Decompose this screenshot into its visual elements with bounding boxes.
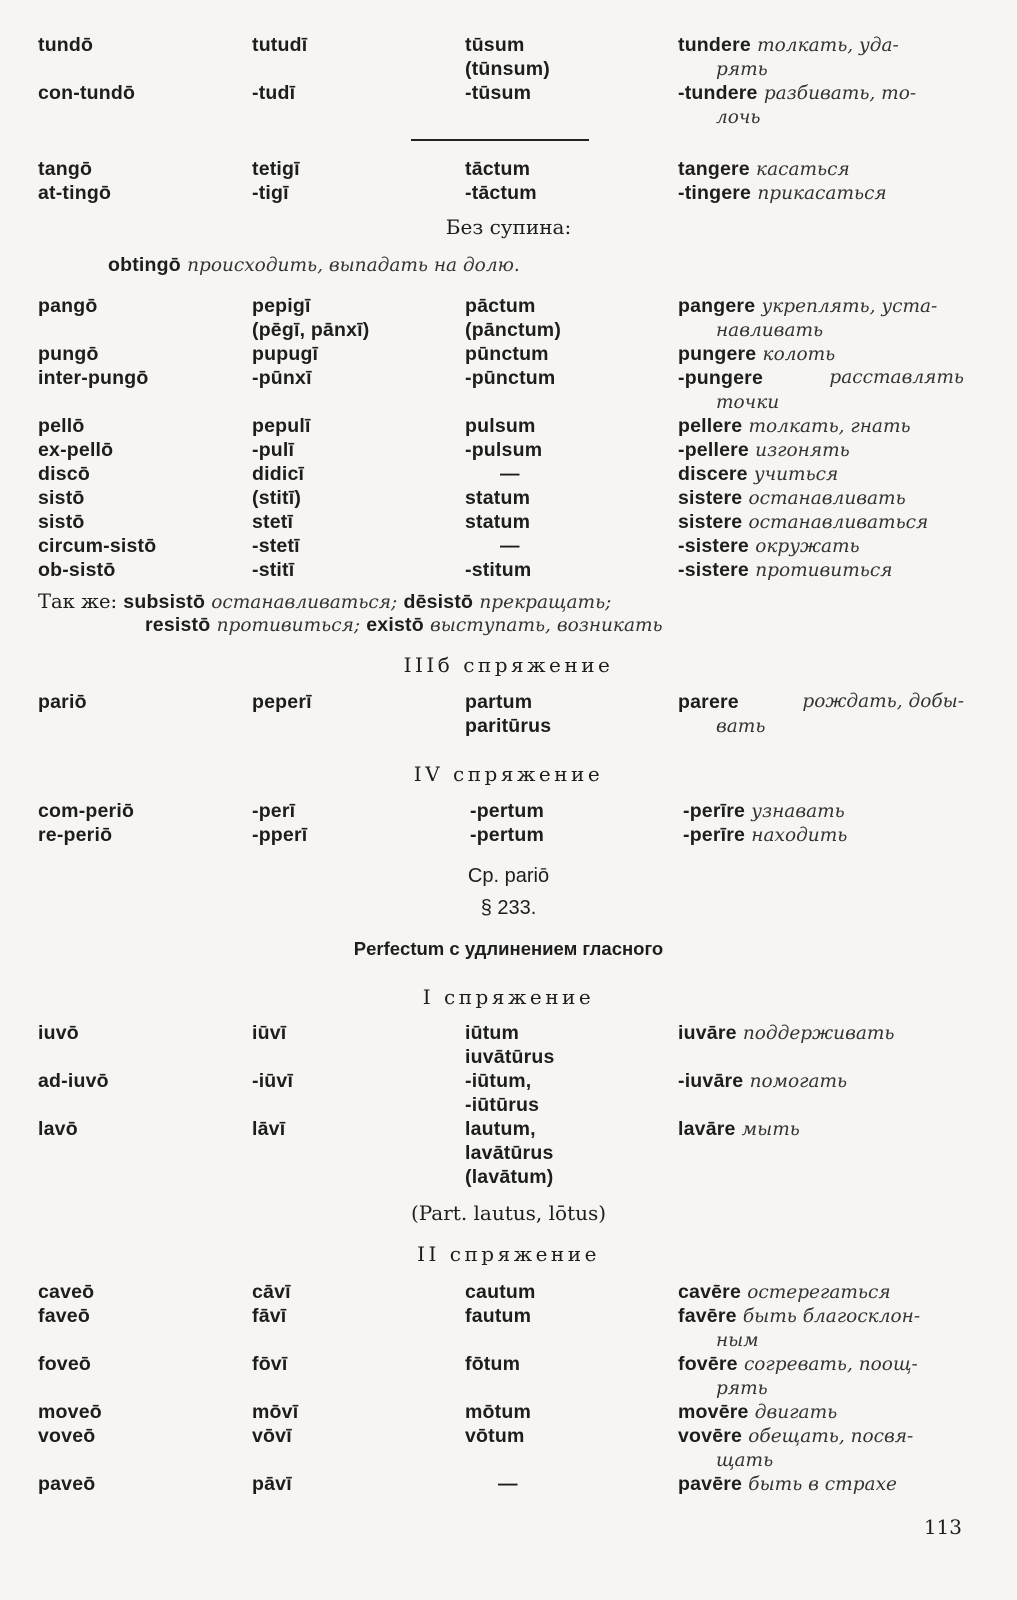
translation-cont: лочь (716, 107, 761, 128)
supine-form: tūsum (465, 34, 525, 56)
translation-cont-cell (678, 1376, 1002, 1401)
present-form: discō (38, 463, 90, 485)
translation: касаться (756, 159, 850, 180)
infinitive: pangere (678, 295, 756, 317)
translation: изгонять (755, 440, 850, 461)
perfect-form: stetī (252, 511, 294, 533)
translation-cont-cell (678, 105, 1002, 130)
supine-form: pūnctum (465, 343, 549, 365)
latin-word: subsistō (123, 591, 206, 613)
table-row (0, 510, 1017, 534)
translation: колоть (762, 344, 836, 365)
perfect-form: iūvī (252, 1022, 287, 1044)
supine-form: pulsum (465, 415, 536, 437)
supine-form: partum (465, 691, 533, 713)
infinitive: -iuvāre (678, 1070, 744, 1092)
present-form: circum-sistō (38, 535, 157, 557)
table-row (0, 486, 1017, 510)
perfect-variant: (pēgī, pānxī) (252, 319, 370, 341)
translation: двигать (754, 1402, 838, 1423)
latin-word: dēsistō (403, 591, 474, 613)
translation-cont: щать (716, 1450, 774, 1471)
cross-reference: Ср. pariō (467, 865, 550, 887)
verb-group-tundo (0, 33, 1017, 129)
translation-cont: рять (716, 1378, 768, 1399)
infinitive-cell (678, 366, 964, 390)
perfect-form: -stitī (252, 559, 295, 581)
infinitive: -perīre (683, 800, 746, 822)
translation-cont-cell (678, 318, 1002, 343)
present-form: tangō (38, 158, 93, 180)
table-row (0, 1400, 1017, 1424)
future-participle: -iūtūrus (465, 1094, 540, 1116)
translation: согревать, поощ- (743, 1354, 918, 1375)
present-form: paveō (38, 1473, 96, 1495)
heading-conjugation-3b: IIIб спряжение (403, 653, 614, 677)
infinitive: -sistere (678, 535, 749, 557)
translation: толкать, уда- (757, 35, 899, 56)
supine-form: mōtum (465, 1401, 531, 1423)
table-row (0, 534, 1017, 558)
table-row (0, 1424, 1017, 1448)
latin-word: existō (366, 614, 424, 636)
infinitive: vovēre (678, 1425, 743, 1447)
translation-cont-cell (678, 390, 1002, 415)
perfect-form: fōvī (252, 1353, 288, 1375)
present-form: caveō (38, 1281, 95, 1303)
infinitive: sistere (678, 487, 743, 509)
infinitive-cell (678, 1352, 964, 1377)
infinitive-cell (678, 414, 964, 439)
infinitive: -pungere (678, 367, 764, 389)
present-form: ob-sistō (38, 559, 116, 581)
translation: обещать, посвя- (748, 1426, 914, 1447)
perfect-form: lāvī (252, 1118, 286, 1140)
infinitive: -pellere (678, 439, 749, 461)
translation-cont: навливать (716, 320, 824, 341)
present-form: sistō (38, 511, 85, 533)
infinitive-cell (678, 181, 964, 206)
translation: останавливать (748, 488, 906, 509)
present-form: re-periō (38, 824, 113, 846)
infinitive: discere (678, 463, 748, 485)
supine-form: iūtum (465, 1022, 520, 1044)
translation-cont-cell (678, 714, 1002, 739)
perfect-form: pepigī (252, 295, 311, 317)
table-row (0, 1280, 1017, 1304)
perfect-form: -perī (252, 800, 296, 822)
table-row (0, 1304, 1017, 1328)
infinitive-cell (678, 534, 964, 559)
translation: прикасаться (757, 183, 887, 204)
present-form: voveō (38, 1425, 96, 1447)
infinitive-cell (678, 33, 964, 58)
obtingo-line (108, 253, 520, 278)
perfect-form: (stitī) (252, 487, 302, 509)
translation-cont: рять (716, 59, 768, 80)
table-row-cont (0, 1141, 1017, 1165)
section-number: § 233. (480, 897, 537, 919)
present-form: pellō (38, 415, 85, 437)
table-row (0, 342, 1017, 366)
table-row-cont (0, 105, 1017, 129)
infinitive: sistere (678, 511, 743, 533)
perfect-form: -tigī (252, 182, 289, 204)
supine-form: — (500, 535, 520, 557)
infinitive-cell (678, 1117, 964, 1142)
table-row-cont (0, 1045, 1017, 1069)
translation: поддерживать (742, 1023, 895, 1044)
latin-word: resistō (145, 614, 211, 636)
present-form: iuvō (38, 1022, 79, 1044)
translation: рождать, добы- (802, 691, 964, 712)
perfect-form: -pperī (252, 824, 308, 846)
table-row (0, 1117, 1017, 1141)
infinitive: pellere (678, 415, 743, 437)
infinitive: pungere (678, 343, 757, 365)
present-form: lavō (38, 1118, 78, 1140)
translation-cont: вать (716, 716, 766, 737)
supine-form: — (500, 463, 520, 485)
infinitive-cell (678, 462, 964, 487)
infinitive: iuvāre (678, 1022, 737, 1044)
perfect-form: -stetī (252, 535, 300, 557)
perfect-form: -tudī (252, 82, 296, 104)
perfect-form: peperī (252, 691, 312, 713)
table-row (0, 438, 1017, 462)
table-row (0, 366, 1017, 390)
also-line-2 (145, 613, 663, 638)
infinitive-cell (678, 1021, 964, 1046)
table-row (0, 799, 1017, 823)
present-form: pungō (38, 343, 99, 365)
supine-form: vōtum (465, 1425, 525, 1447)
infinitive-cell (678, 558, 964, 583)
table-row (0, 181, 1017, 205)
divider-rule (411, 139, 589, 141)
table-row (0, 157, 1017, 181)
infinitive-cell (678, 1069, 964, 1094)
verb-group-iuvo (0, 1021, 1017, 1189)
supine-form: — (498, 1473, 518, 1495)
table-row (0, 33, 1017, 57)
infinitive-cell (678, 1424, 964, 1449)
supine-form: fōtum (465, 1353, 521, 1375)
supine-form: -pertum (470, 800, 544, 822)
present-form: con-tundō (38, 82, 136, 104)
infinitive-cell (678, 1304, 964, 1329)
present-form: ad-iuvō (38, 1070, 109, 1092)
table-row (0, 823, 1017, 847)
supine-form: cautum (465, 1281, 536, 1303)
present-form: at-tingō (38, 182, 112, 204)
translation: учиться (753, 464, 839, 485)
infinitive: fovēre (678, 1353, 738, 1375)
perfect-form: -pūnxī (252, 367, 312, 389)
infinitive: cavēre (678, 1281, 742, 1303)
translation: укреплять, уста- (761, 296, 938, 317)
future-participle: iuvātūrus (465, 1046, 555, 1068)
infinitive: parere (678, 691, 739, 713)
perfect-form: -iūvī (252, 1070, 294, 1092)
table-row-cont (0, 1376, 1017, 1400)
infinitive-cell (678, 342, 964, 367)
translation: противиться (755, 560, 893, 581)
translation: находить (751, 825, 848, 846)
perfect-form: vōvī (252, 1425, 292, 1447)
present-form: foveō (38, 1353, 92, 1375)
translation: быть благосклон- (742, 1306, 921, 1327)
translation: прекращать; (479, 592, 612, 613)
infinitive: lavāre (678, 1118, 736, 1140)
infinitive: -sistere (678, 559, 749, 581)
translation: противиться; (216, 615, 361, 636)
infinitive-cell (683, 799, 969, 824)
perfect-form: cāvī (252, 1281, 291, 1303)
verb-group-pango (0, 294, 1017, 582)
table-row (0, 414, 1017, 438)
present-form: faveō (38, 1305, 90, 1327)
table-row-cont (0, 1093, 1017, 1117)
infinitive-cell (678, 510, 964, 535)
infinitive: -tundere (678, 82, 758, 104)
heading-conjugation-4: IV спряжение (413, 762, 604, 786)
verb-group-tango (0, 157, 1017, 205)
future-participle: paritūrus (465, 715, 552, 737)
table-row (0, 1069, 1017, 1093)
infinitive: tundere (678, 34, 751, 56)
supine-form: lautum, (465, 1118, 536, 1140)
table-row (0, 558, 1017, 582)
future-participle: lavātūrus (465, 1142, 554, 1164)
present-form: ex-pellō (38, 439, 114, 461)
translation: узнавать (751, 801, 845, 822)
present-form: tundō (38, 34, 94, 56)
supine-form: -pertum (470, 824, 544, 846)
table-row (0, 1352, 1017, 1376)
supine-variant: (lavātum) (465, 1166, 554, 1188)
translation: останавливаться; (211, 592, 398, 613)
infinitive-cell (678, 1280, 964, 1305)
supine-form: -pulsum (465, 439, 543, 461)
perfect-form: pāvī (252, 1473, 292, 1495)
perfect-form: pupugī (252, 343, 319, 365)
verb-group-caveo (0, 1280, 1017, 1496)
table-row (0, 81, 1017, 105)
also-line-1 (38, 590, 611, 615)
table-row-cont (0, 1328, 1017, 1352)
subheading-no-supine: Без супина: (445, 215, 572, 239)
participle-note: (Part. lautus, lōtus) (410, 1201, 607, 1225)
perfect-form: pepulī (252, 415, 311, 437)
table-row (0, 1021, 1017, 1045)
translation: останавливаться (748, 512, 929, 533)
supine-form: -tāctum (465, 182, 537, 204)
infinitive-cell (678, 157, 964, 182)
table-row-cont (0, 714, 1017, 738)
verb-group-perio (0, 799, 1017, 847)
translation: мыть (741, 1119, 800, 1140)
translation: остерегаться (747, 1282, 891, 1303)
translation: быть в страхе (748, 1474, 897, 1495)
table-row-cont (0, 390, 1017, 414)
translation: выступать, возникать (430, 615, 663, 636)
verb-group-pario (0, 690, 1017, 738)
infinitive-cell (678, 294, 964, 319)
present-form: sistō (38, 487, 85, 509)
also-prefix: Так же: (38, 590, 118, 613)
infinitive-cell (683, 823, 969, 848)
supine-form: fautum (465, 1305, 532, 1327)
table-row-cont (0, 57, 1017, 81)
translation: помогать (749, 1071, 848, 1092)
perfect-form: tutudī (252, 34, 308, 56)
supine-form: -iūtum, (465, 1070, 532, 1092)
table-row (0, 294, 1017, 318)
translation: толкать, гнать (748, 416, 911, 437)
infinitive: -tingere (678, 182, 752, 204)
infinitive: movēre (678, 1401, 749, 1423)
supine-form: statum (465, 511, 531, 533)
translation-cont-cell (678, 1448, 1002, 1473)
perfect-form: mōvī (252, 1401, 299, 1423)
supine-variant: (tūnsum) (465, 58, 550, 80)
supine-variant: (pānctum) (465, 319, 562, 341)
table-row-cont (0, 1448, 1017, 1472)
present-form: inter-pungō (38, 367, 149, 389)
infinitive: -perīre (683, 824, 746, 846)
infinitive: tangere (678, 158, 750, 180)
infinitive: pavēre (678, 1473, 743, 1495)
translation-cont: ным (716, 1330, 759, 1351)
perfect-form: tetigī (252, 158, 300, 180)
supine-form: -tūsum (465, 82, 532, 104)
infinitive-cell (678, 81, 964, 106)
supine-form: pāctum (465, 295, 536, 317)
heading-conjugation-1: I спряжение (422, 985, 595, 1009)
page-number: 113 (923, 1515, 962, 1539)
infinitive-cell (678, 690, 964, 714)
table-row (0, 462, 1017, 486)
translation-cont-cell (678, 57, 1002, 82)
supine-form: statum (465, 487, 531, 509)
present-form: moveō (38, 1401, 102, 1423)
present-form: pariō (38, 691, 87, 713)
supine-form: -pūnctum (465, 367, 556, 389)
translation: окружать (755, 536, 860, 557)
present-form: pangō (38, 295, 98, 317)
translation: происходить, выпадать на долю. (187, 255, 520, 276)
table-row (0, 1472, 1017, 1496)
infinitive-cell (678, 1400, 964, 1425)
translation: разбивать, то- (763, 83, 917, 104)
infinitive-cell (678, 1472, 964, 1497)
latin-word: obtingō (108, 254, 181, 276)
infinitive: favēre (678, 1305, 737, 1327)
table-row-cont (0, 1165, 1017, 1189)
table-row (0, 690, 1017, 714)
perfect-form: -pulī (252, 439, 295, 461)
table-row-cont (0, 318, 1017, 342)
perfect-form: didicī (252, 463, 305, 485)
perfect-form: fāvī (252, 1305, 287, 1327)
heading-conjugation-2: II спряжение (417, 1242, 600, 1266)
translation-cont: точки (716, 392, 780, 413)
supine-form: tāctum (465, 158, 531, 180)
infinitive-cell (678, 486, 964, 511)
section-title: Perfectum с удлинением гласного (353, 938, 664, 959)
supine-form: -stitum (465, 559, 532, 581)
present-form: com-periō (38, 800, 135, 822)
translation: расставлять (829, 367, 964, 388)
infinitive-cell (678, 438, 964, 463)
translation-cont-cell (678, 1328, 1002, 1353)
